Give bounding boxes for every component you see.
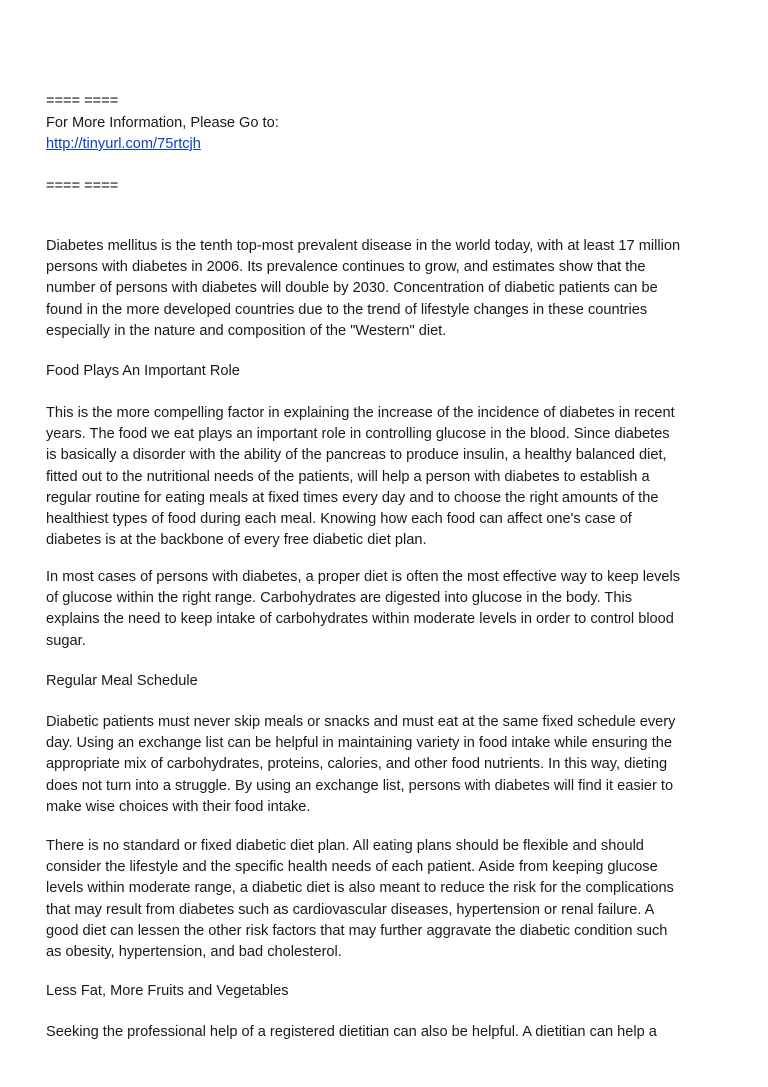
heading-less-fat: Less Fat, More Fruits and Vegetables xyxy=(46,983,289,999)
heading-food-role: Food Plays An Important Role xyxy=(46,363,240,379)
text-line: Seeking the professional help of a registered dietitian can also be helpful. A dietitian can help a xyxy=(46,1024,657,1040)
text-line: persons with diabetes in 2006. Its prevalence continues to grow, and estimates show that the xyxy=(46,259,646,276)
text-line: good diet can lessen the other risk factors that may further aggravate the diabetic condition such xyxy=(46,922,668,939)
paragraph-carbohydrates xyxy=(46,567,680,652)
text-line: years. The food we eat plays an important role in controlling glucose in the blood. Since diabetes xyxy=(46,426,670,443)
text-line: healthiest types of food during each meal. Knowing how each food can affect one's case of xyxy=(46,511,632,528)
paragraph-dietitian xyxy=(46,1022,657,1043)
text-line: make wise choices with their food intake. xyxy=(46,798,311,815)
heading-meal-schedule: Regular Meal Schedule xyxy=(46,673,198,689)
text-line: number of persons with diabetes will double by 2030. Concentration of diabetic patients can be xyxy=(46,280,658,297)
text-line: Diabetic patients must never skip meals or snacks and must eat at the same fixed schedule every xyxy=(46,714,676,730)
text-line: found in the more developed countries due to the trend of lifestyle changes in these countries xyxy=(46,301,648,318)
info-label: For More Information, Please Go to: xyxy=(46,115,279,131)
text-line: appropriate mix of carbohydrates, proteins, calories, and other food nutrients. In this way, dieting xyxy=(46,756,668,773)
paragraph-meal-schedule xyxy=(46,712,675,818)
text-line: diabetes is at the backbone of every free diabetic diet plan. xyxy=(46,532,427,549)
text-line: day. Using an exchange list can be helpful in maintaining variety in food intake while ensuring the xyxy=(46,735,673,752)
text-line: especially in the nature and composition of the "Western" diet. xyxy=(46,322,447,339)
text-line: fitted out to the nutritional needs of the patients, will help a person with diabetes to establish a xyxy=(46,468,650,485)
paragraph-diet-plan xyxy=(46,836,674,963)
text-line: is basically a disorder with the ability of the pancreas to produce insulin, a healthy balanced diet, xyxy=(46,447,667,464)
paragraph-food-role xyxy=(46,403,675,551)
text-line: consider the lifestyle and the specific health needs of each patient. Aside from keeping glucose xyxy=(46,859,658,876)
text-line: of glucose within the right range. Carbohydrates are digested into glucose in the body. This xyxy=(46,590,632,607)
text-line: Diabetes mellitus is the tenth top-most prevalent disease in the world today, with at least 17 million xyxy=(46,238,681,254)
text-line: sugar. xyxy=(46,632,86,649)
text-line: as obesity, hypertension, and bad cholesterol. xyxy=(46,944,342,961)
text-line: This is the more compelling factor in explaining the increase of the incidence of diabetes in recent xyxy=(46,405,675,421)
paragraph-intro xyxy=(46,236,680,342)
text-line: does not turn into a struggle. By using an exchange list, persons with diabetes will find it easier to xyxy=(46,777,674,794)
text-line: In most cases of persons with diabetes, a proper diet is often the most effective way to keep levels xyxy=(46,569,681,585)
text-line: There is no standard or fixed diabetic diet plan. All eating plans should be flexible and should xyxy=(46,838,644,854)
separator-bottom: ==== ==== xyxy=(46,178,119,194)
text-line: levels within moderate range, a diabetic diet is also meant to reduce the risk for the complications xyxy=(46,880,674,897)
text-line: regular routine for eating meals at fixed times every day and to choose the right amounts of the xyxy=(46,489,659,506)
text-line: that may result from diabetes such as cardiovascular diseases, hypertension or renal failure. A xyxy=(46,901,655,918)
info-link[interactable]: http://tinyurl.com/75rtcjh xyxy=(46,136,201,152)
separator-top: ==== ==== xyxy=(46,93,119,109)
text-line: explains the need to keep intake of carbohydrates within moderate levels in order to control blood xyxy=(46,611,674,628)
